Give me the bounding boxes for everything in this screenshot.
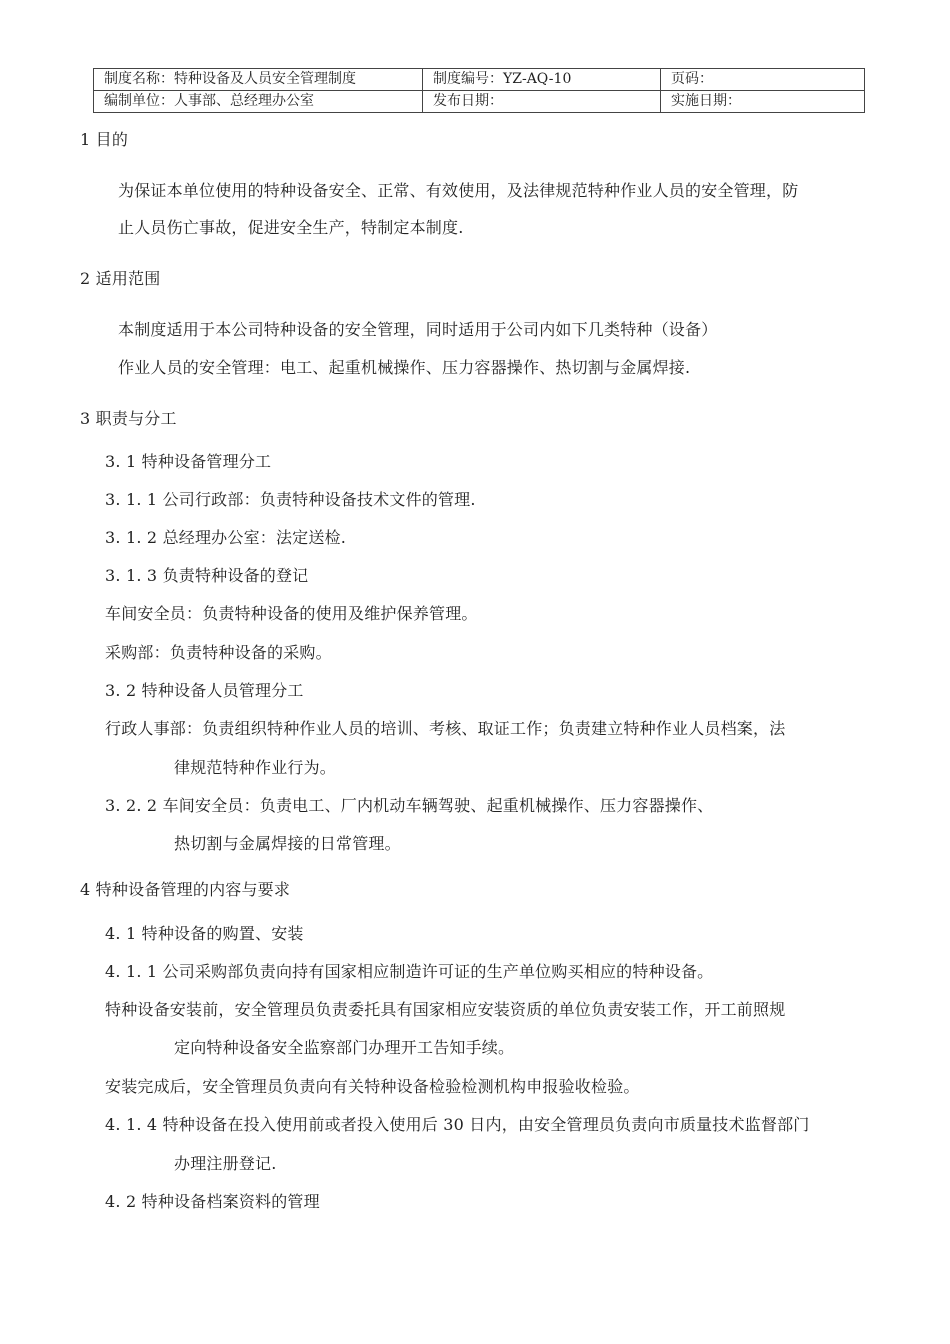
regulation-code: 制度编号：YZ-AQ-10 [423,69,661,91]
section-heading: 3 职责与分工 [80,409,177,428]
clause-line: 安装完成后，安全管理员负责向有关特种设备检验检测机构申报验收检验。 [105,1077,640,1096]
clause-line: 3. 1. 1 公司行政部：负责特种设备技术文件的管理. [105,490,476,509]
header-row-2 [94,91,865,113]
header-row-1 [94,69,865,91]
section-heading: 2 适用范围 [80,269,161,288]
subsection-heading: 3. 2 特种设备人员管理分工 [105,681,304,700]
subsection-heading: 3. 1 特种设备管理分工 [105,452,272,471]
paragraph-line: 为保证本单位使用的特种设备安全、正常、有效使用，及法律规范特种作业人员的安全管理，防 [118,181,799,200]
paragraph-line: 作业人员的安全管理：电工、起重机械操作、压力容器操作、热切割与金属焊接. [118,358,691,377]
header-table [93,68,865,113]
clause-line: 行政人事部：负责组织特种作业人员的培训、考核、取证工作；负责建立特种作业人员档案，法 [105,719,786,738]
section-heading: 4 特种设备管理的内容与要求 [80,880,291,899]
section-heading: 1 目的 [80,130,129,149]
clause-line: 特种设备安装前，安全管理员负责委托具有国家相应安装资质的单位负责安装工作，开工前照规 [105,1000,786,1019]
clause-continuation: 办理注册登记. [174,1154,277,1173]
regulation-name: 制度名称：特种设备及人员安全管理制度 [94,69,423,91]
clause-continuation: 热切割与金属焊接的日常管理。 [174,834,401,853]
publish-date: 发布日期： [423,91,661,113]
clause-continuation: 律规范特种作业行为。 [174,758,337,777]
clause-line: 3. 2. 2 车间安全员：负责电工、厂内机动车辆驾驶、起重机械操作、压力容器操作、 [105,796,714,815]
compiling-unit: 编制单位：人事部、总经理办公室 [94,91,423,113]
clause-line: 采购部：负责特种设备的采购。 [105,643,332,662]
subsection-heading: 4. 2 特种设备档案资料的管理 [105,1192,320,1211]
clause-line: 4. 1. 1 公司采购部负责向持有国家相应制造许可证的生产单位购买相应的特种设备。 [105,962,714,981]
clause-line: 车间安全员：负责特种设备的使用及维护保养管理。 [105,604,478,623]
clause-line: 4. 1. 4 特种设备在投入使用前或者投入使用后 30 日内，由安全管理员负责向市质量技术监督部门 [105,1115,810,1134]
paragraph-line: 本制度适用于本公司特种设备的安全管理，同时适用于公司内如下几类特种（设备） [118,320,718,339]
effective-date: 实施日期： [661,91,865,113]
clause-continuation: 定向特种设备安全监察部门办理开工告知手续。 [174,1038,515,1057]
page-number: 页码： [661,69,865,91]
subsection-heading: 4. 1 特种设备的购置、安装 [105,924,304,943]
paragraph-line: 止人员伤亡事故，促进安全生产，特制定本制度. [118,218,464,237]
clause-line: 3. 1. 3 负责特种设备的登记 [105,566,309,585]
clause-line: 3. 1. 2 总经理办公室：法定送检. [105,528,347,547]
